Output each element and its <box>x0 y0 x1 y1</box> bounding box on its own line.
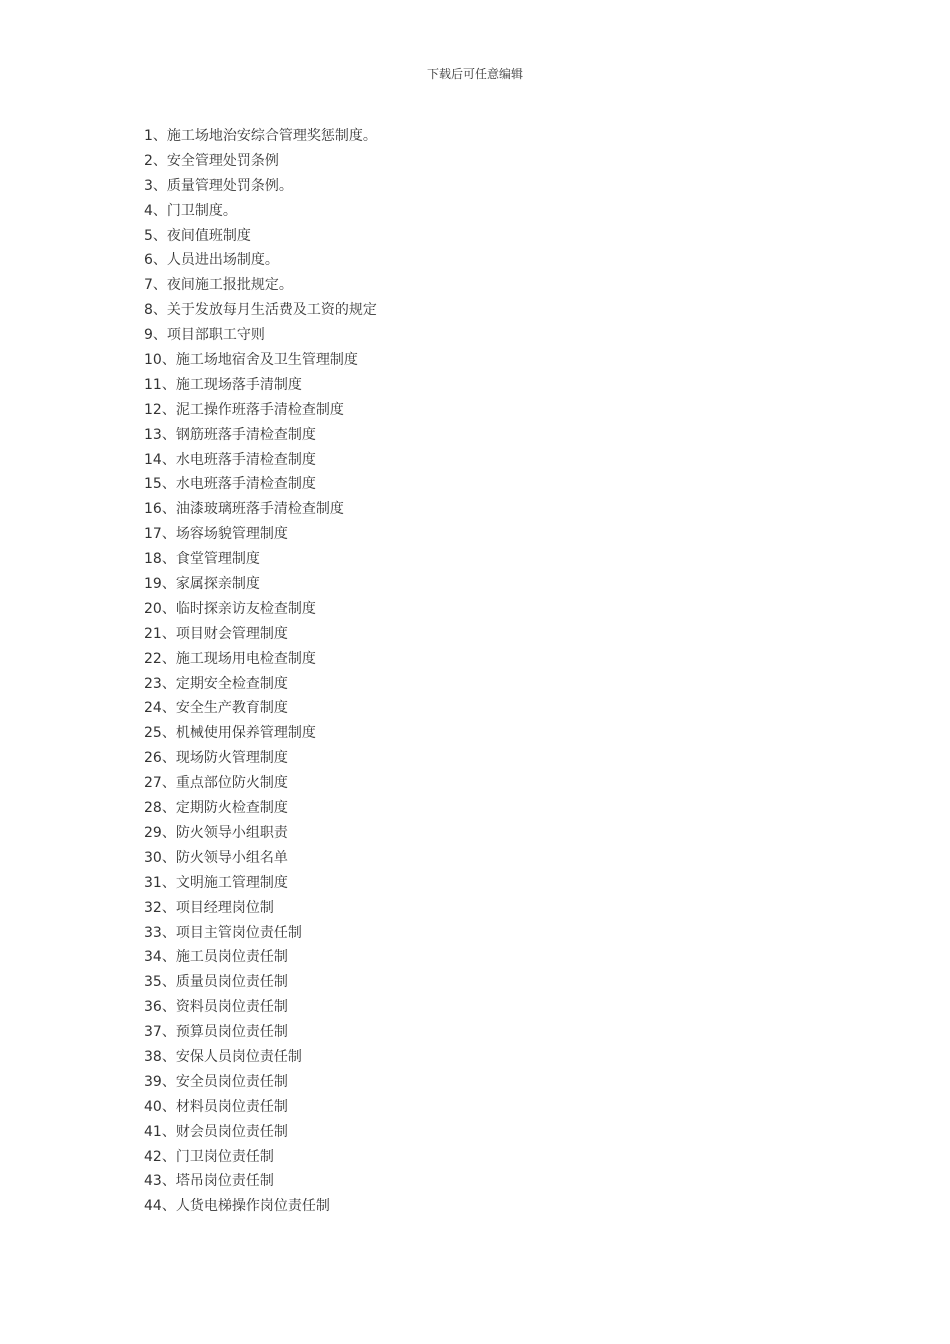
list-item-text: 施工现场用电检查制度 <box>175 650 316 667</box>
list-item-text: 项目财会管理制度 <box>175 625 288 642</box>
list-item <box>144 474 377 499</box>
list-item-number: 3、 <box>144 177 167 194</box>
list-item-text: 人员进出场制度。 <box>166 252 279 269</box>
list-item-text: 家属探亲制度 <box>175 576 260 593</box>
list-item-number: 37、 <box>144 1024 176 1041</box>
list-item-number: 5、 <box>144 227 167 244</box>
list-item-number: 2、 <box>144 152 167 169</box>
list-item-number: 29、 <box>144 824 176 841</box>
list-item-number: 41、 <box>144 1123 176 1140</box>
list-item <box>144 275 377 300</box>
list-item <box>144 624 377 649</box>
list-item-text: 施工员岗位责任制 <box>175 949 288 966</box>
list-item <box>144 151 377 176</box>
list-item-text: 夜间值班制度 <box>166 227 251 244</box>
list-item-number: 13、 <box>144 426 176 443</box>
list-item-number: 34、 <box>144 949 176 966</box>
list-item-text: 施工现场落手清制度 <box>175 376 302 393</box>
list-item-text: 防火领导小组职责 <box>175 824 288 841</box>
list-item-number: 11、 <box>144 376 176 393</box>
list-item-number: 10、 <box>144 352 176 369</box>
list-item-text: 资料员岗位责任制 <box>175 999 288 1016</box>
list-item-number: 25、 <box>144 725 176 742</box>
list-item-number: 18、 <box>144 551 176 568</box>
list-item <box>144 1047 377 1072</box>
list-item-text: 机械使用保养管理制度 <box>175 725 316 742</box>
list-item <box>144 1072 377 1097</box>
list-item <box>144 649 377 674</box>
list-item-number: 12、 <box>144 401 176 418</box>
list-item-text: 重点部位防火制度 <box>175 775 288 792</box>
list-item-number: 44、 <box>144 1198 176 1215</box>
list-item <box>144 126 377 151</box>
list-item-text: 安全管理处罚条例 <box>166 152 279 169</box>
list-item-number: 7、 <box>144 277 167 294</box>
list-item-text: 质量管理处罚条例。 <box>166 177 293 194</box>
list-item <box>144 748 377 773</box>
list-item-number: 17、 <box>144 526 176 543</box>
list-item-text: 定期安全检查制度 <box>175 675 288 692</box>
list-item-number: 21、 <box>144 625 176 642</box>
list-item <box>144 674 377 699</box>
list-item-text: 项目主管岗位责任制 <box>175 924 302 941</box>
list-item-text: 项目经理岗位制 <box>175 899 274 916</box>
list-item-text: 水电班落手清检查制度 <box>175 451 316 468</box>
list-item <box>144 226 377 251</box>
list-item-text: 预算员岗位责任制 <box>175 1024 288 1041</box>
list-item <box>144 201 377 226</box>
list-item-number: 14、 <box>144 451 176 468</box>
list-item <box>144 574 377 599</box>
list-item <box>144 898 377 923</box>
list-item <box>144 499 377 524</box>
list-item-number: 38、 <box>144 1048 176 1065</box>
list-item-number: 35、 <box>144 974 176 991</box>
list-item-number: 22、 <box>144 650 176 667</box>
list-item-text: 塔吊岗位责任制 <box>175 1173 274 1190</box>
list-item-number: 28、 <box>144 800 176 817</box>
list-item-text: 项目部职工守则 <box>166 327 265 344</box>
list-item <box>144 250 377 275</box>
list-item-number: 8、 <box>144 302 167 319</box>
list-item <box>144 848 377 873</box>
list-item-number: 27、 <box>144 775 176 792</box>
list-item-number: 30、 <box>144 849 176 866</box>
list-item <box>144 400 377 425</box>
list-item <box>144 1122 377 1147</box>
list-item-text: 场容场貌管理制度 <box>175 526 288 543</box>
list-item-text: 食堂管理制度 <box>175 551 260 568</box>
list-item-number: 32、 <box>144 899 176 916</box>
list-item-text: 安保人员岗位责任制 <box>175 1048 302 1065</box>
list-item-number: 33、 <box>144 924 176 941</box>
list-item <box>144 350 377 375</box>
list-item-number: 39、 <box>144 1073 176 1090</box>
list-item-number: 19、 <box>144 576 176 593</box>
list-item-number: 26、 <box>144 750 176 767</box>
list-item <box>144 1196 377 1221</box>
list-item <box>144 923 377 948</box>
regulation-list <box>144 126 377 1221</box>
list-item-text: 油漆玻璃班落手清检查制度 <box>175 501 344 518</box>
list-item-number: 16、 <box>144 501 176 518</box>
list-item-text: 防火领导小组名单 <box>175 849 288 866</box>
list-item-text: 质量员岗位责任制 <box>175 974 288 991</box>
list-item-text: 现场防火管理制度 <box>175 750 288 767</box>
list-item <box>144 549 377 574</box>
list-item <box>144 798 377 823</box>
list-item <box>144 997 377 1022</box>
list-item <box>144 773 377 798</box>
list-item-text: 人货电梯操作岗位责任制 <box>175 1198 330 1215</box>
list-item-text: 夜间施工报批规定。 <box>166 277 293 294</box>
list-item <box>144 698 377 723</box>
list-item-text: 水电班落手清检查制度 <box>175 476 316 493</box>
list-item <box>144 375 377 400</box>
list-item-text: 定期防火检查制度 <box>175 800 288 817</box>
list-item-number: 31、 <box>144 874 176 891</box>
list-item-text: 临时探亲访友检查制度 <box>175 600 316 617</box>
list-item-text: 文明施工管理制度 <box>175 874 288 891</box>
list-item-number: 20、 <box>144 600 176 617</box>
list-item <box>144 300 377 325</box>
list-item-text: 关于发放每月生活费及工资的规定 <box>166 302 377 319</box>
list-item-text: 施工场地宿舍及卫生管理制度 <box>175 352 358 369</box>
list-item-number: 24、 <box>144 700 176 717</box>
list-item-number: 4、 <box>144 202 167 219</box>
list-item-text: 泥工操作班落手清检查制度 <box>175 401 344 418</box>
list-item <box>144 425 377 450</box>
list-item-number: 15、 <box>144 476 176 493</box>
list-item-number: 43、 <box>144 1173 176 1190</box>
list-item-text: 施工场地治安综合管理奖惩制度。 <box>166 128 377 144</box>
list-item <box>144 723 377 748</box>
list-item-text: 材料员岗位责任制 <box>175 1098 288 1115</box>
list-item-text: 安全生产教育制度 <box>175 700 288 717</box>
list-item <box>144 176 377 201</box>
list-item <box>144 599 377 624</box>
list-item <box>144 325 377 350</box>
list-item-number: 23、 <box>144 675 176 692</box>
list-item <box>144 823 377 848</box>
list-item-number: 9、 <box>144 327 167 344</box>
list-item <box>144 450 377 475</box>
list-item-number: 42、 <box>144 1148 176 1165</box>
list-item <box>144 1022 377 1047</box>
list-item-text: 财会员岗位责任制 <box>175 1123 288 1140</box>
list-item-number: 40、 <box>144 1098 176 1115</box>
page-header: 下载后可任意编辑 <box>426 67 523 81</box>
list-item-text: 安全员岗位责任制 <box>175 1073 288 1090</box>
list-item <box>144 1147 377 1172</box>
list-item <box>144 947 377 972</box>
list-item-text: 钢筋班落手清检查制度 <box>175 426 316 443</box>
list-item-text: 门卫制度。 <box>166 202 237 219</box>
list-item <box>144 1171 377 1196</box>
list-item-number: 36、 <box>144 999 176 1016</box>
list-item <box>144 972 377 997</box>
list-item <box>144 524 377 549</box>
list-item-number: 1、 <box>144 128 167 144</box>
list-item <box>144 873 377 898</box>
list-item-number: 6、 <box>144 252 167 269</box>
list-item <box>144 1097 377 1122</box>
list-item-text: 门卫岗位责任制 <box>175 1148 274 1165</box>
